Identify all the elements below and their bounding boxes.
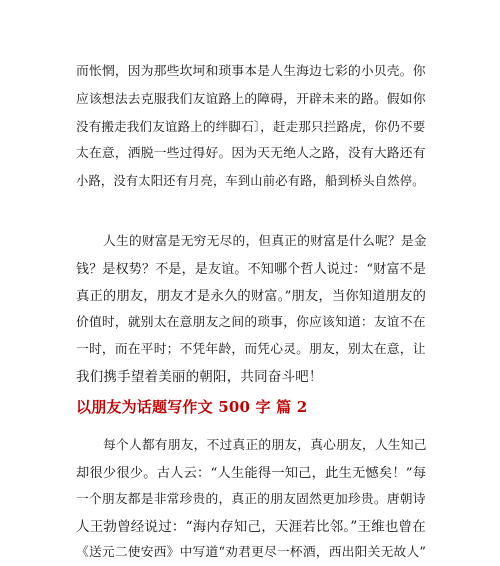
paragraph-line: 却很少很少。古人云：“人生能得一知己，此生无憾矣！”每 bbox=[76, 466, 427, 481]
paragraph-line: 一时，而在平时；不凭年龄，而凭心灵。朋友，别太在意，让 bbox=[76, 342, 426, 357]
section-heading: 以朋友为话题写作文 500 字 篇 2 bbox=[76, 398, 308, 416]
paragraph-line: 价值时，就别太在意朋友之间的琐事，你应该知道：友谊不在 bbox=[76, 315, 426, 330]
paragraph-line: 人王勃曾经说过：“海内存知己，天涯若比邻。”王维也曾在 bbox=[76, 519, 426, 535]
paragraph-line: 真正的朋友，朋友才是永久的财富。”朋友，当你知道朋友的 bbox=[76, 289, 427, 304]
paragraph-line: 《送元二使安西》中写道“劝君更尽一杯酒，西出阳关无故人” bbox=[76, 545, 427, 560]
paragraph-line: 太在意，洒脱一些过得好。因为天无绝人之路，没有大路还有 bbox=[76, 146, 426, 161]
paragraph-line: 应该想法去克服我们友谊路上的障碍，开辟未来的路。假如你 bbox=[76, 92, 426, 107]
paragraph-line: 每个人都有朋友，不过真正的朋友，真心朋友，人生知己 bbox=[103, 438, 427, 453]
paragraph-line: 小路，没有太阳还有月亮，车到山前必有路，船到桥头自然停。 bbox=[76, 174, 425, 188]
paragraph-line: 钱？是权势？不是，是友谊。不知哪个哲人说过：“财富不是 bbox=[76, 262, 427, 277]
paragraph-line: 一个朋友都是非常珍贵的，真正的朋友固然更加珍贵。唐朝诗 bbox=[76, 492, 426, 507]
paragraph-line: 我们携手望着美丽的朝阳，共同奋斗吧！ bbox=[76, 369, 323, 385]
paragraph-line: 人生的财富是无穷无尽的，但真正的财富是什么呢？是金 bbox=[103, 234, 427, 249]
paragraph-line: 而怅惘，因为那些坎坷和琐事本是人生海边七彩的小贝壳。你 bbox=[76, 64, 426, 79]
paragraph-line: 没有搬走我们友谊路上的绊脚石〕，赶走那只拦路虎，你仍不要 bbox=[76, 119, 426, 134]
